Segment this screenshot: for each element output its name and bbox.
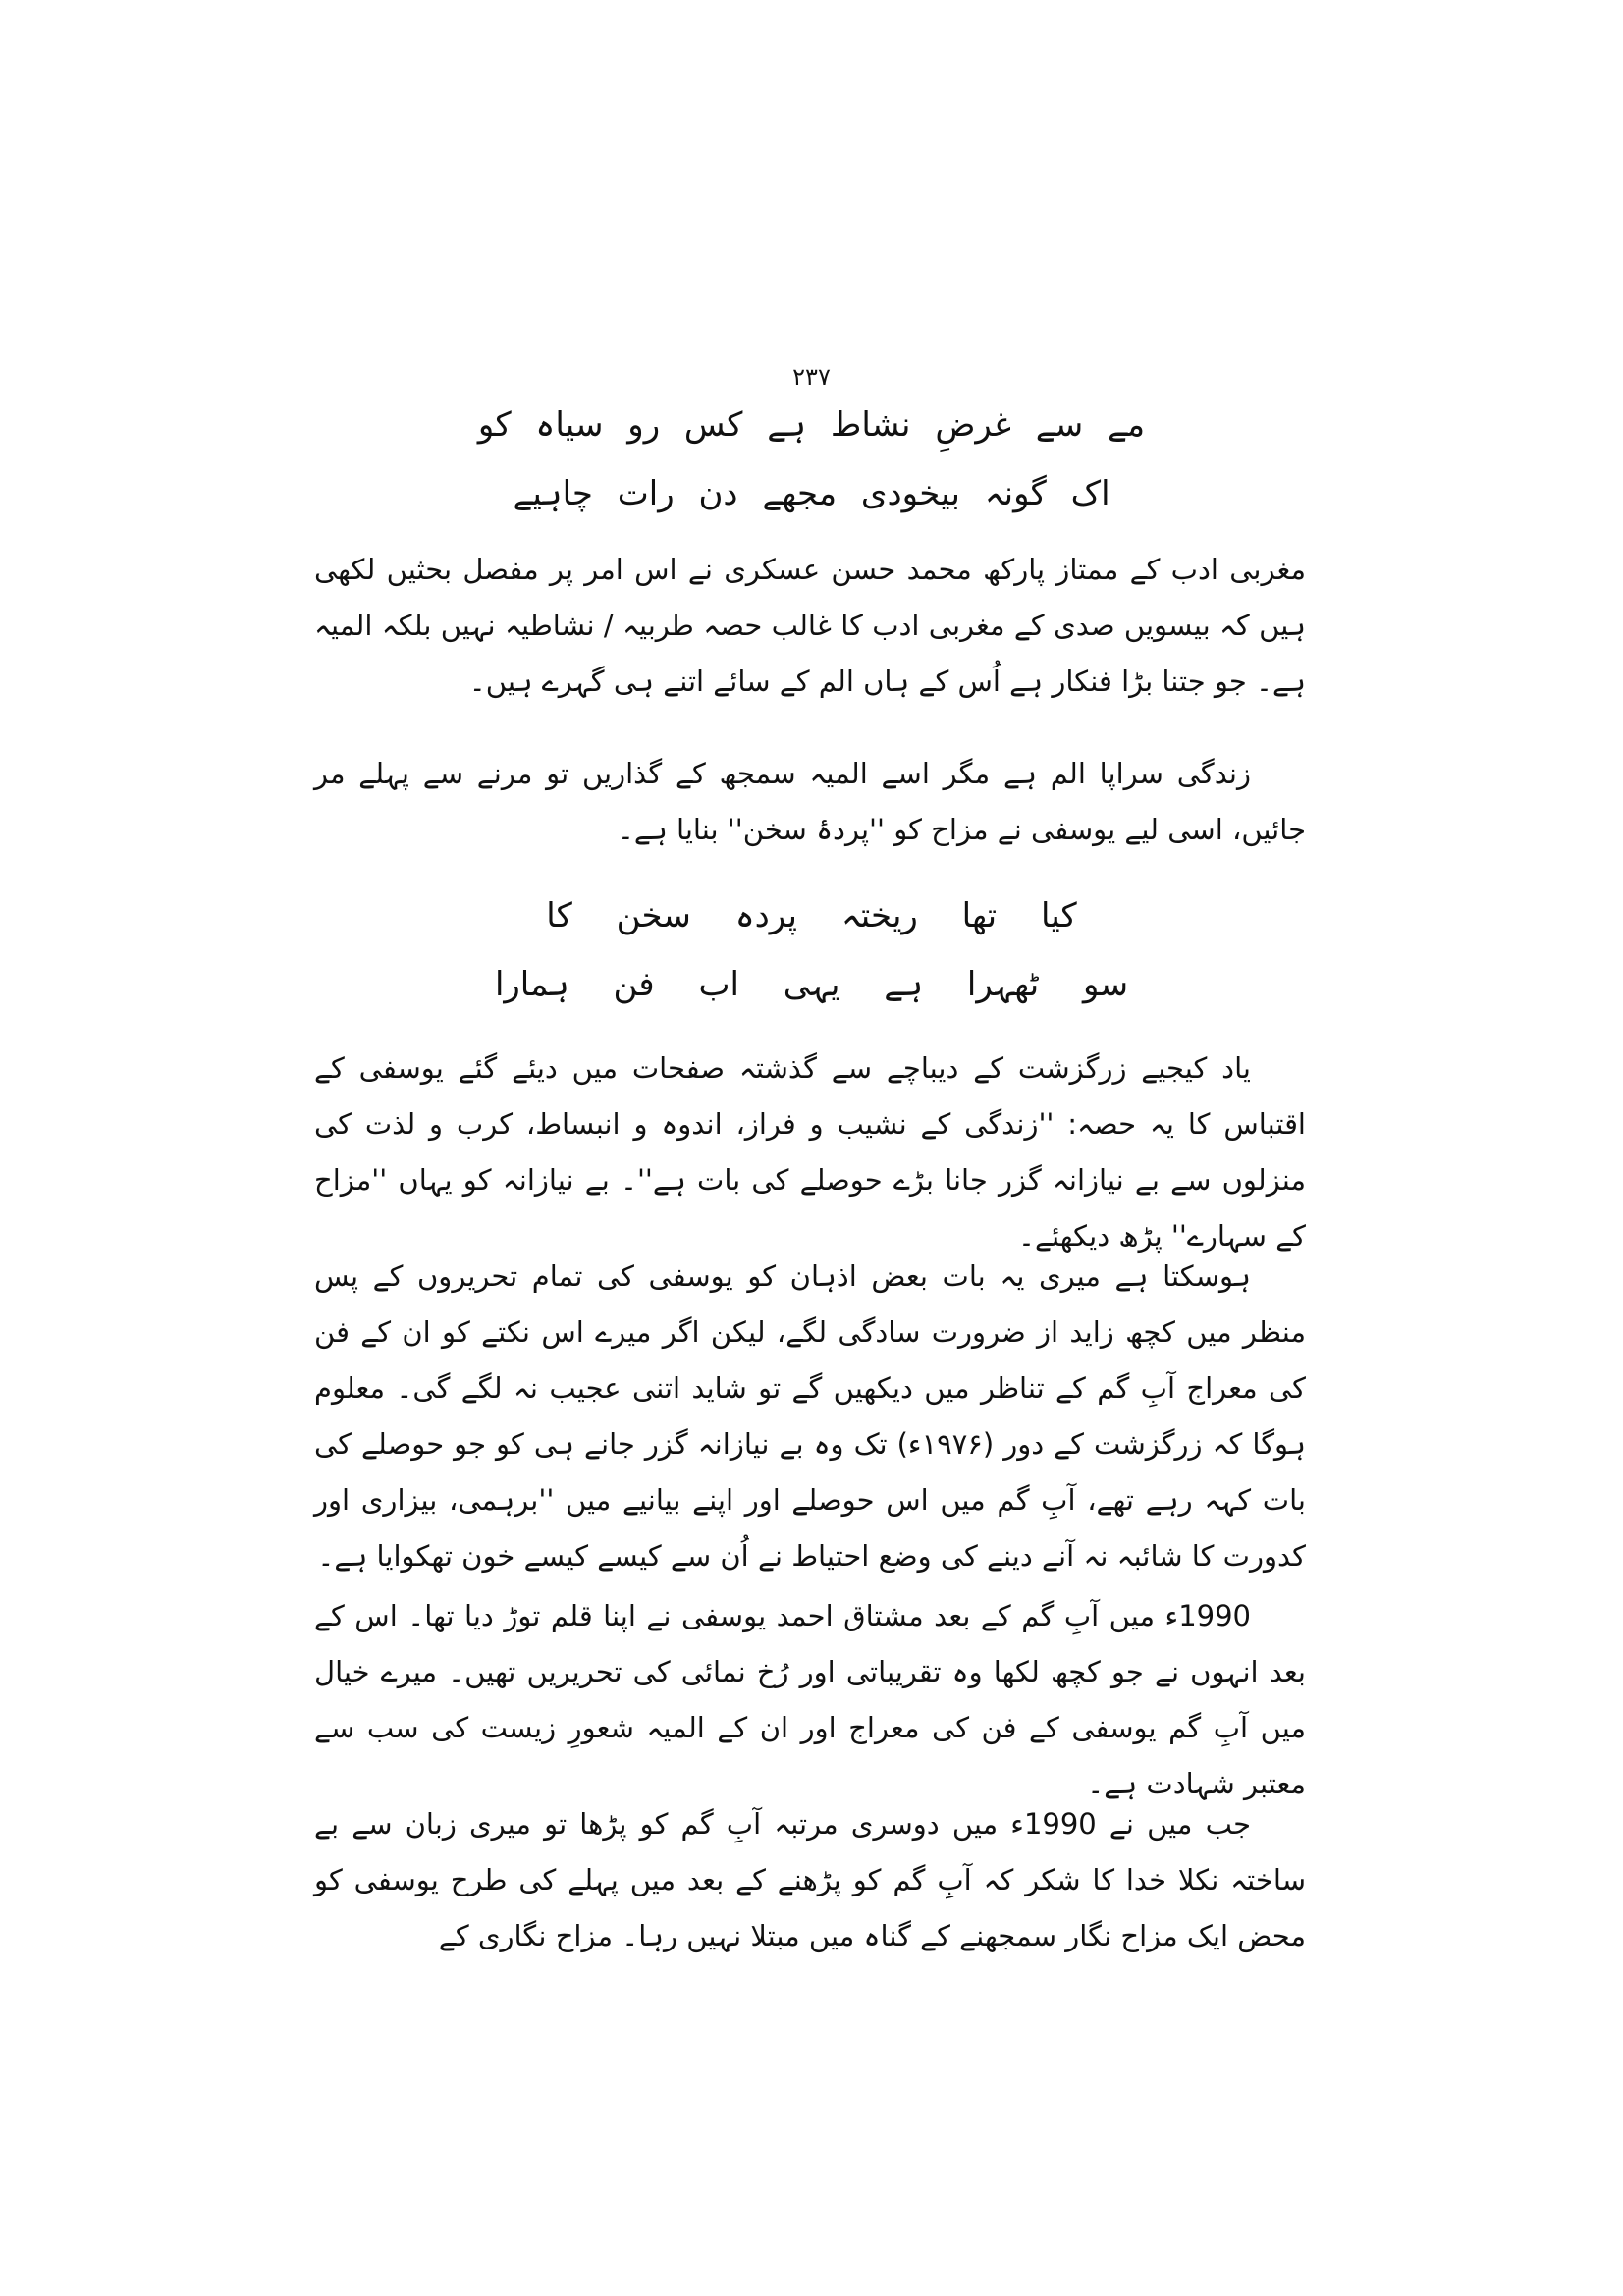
verse-1-line-1: مے سے غرضِ نشاط ہے کس رو سیاہ کو <box>477 405 1146 445</box>
paragraph-2: زندگی سراپا الم ہے مگر اسے المیہ سمجھ کے گذاریں تو مرنے سے پہلے مر جائیں، اسی لیے یوسفی نے مزاح کو ''پردۂ سخن'' بنایا ہے۔ <box>314 757 1306 846</box>
verse-2-line-1: کیا تھا ریختہ پردہ سخن کا <box>546 896 1077 935</box>
paragraph-6: جب میں نے 1990ء میں دوسری مرتبہ آبِ گم کو پڑھا تو میری زبان سے بے ساختہ نکلا خدا کا شکر کہ آبِ گم کو پڑھنے کے بعد میں پہلے کی طرح یوسفی کو محض ایک مزاح نگار سمجھنے کے گناہ میں مبتلا نہیں رہا۔ مزاح نگاری کے <box>314 1807 1306 1952</box>
verse-2-line-2: سو ٹھہرا ہے یہی اب فن ہمارا <box>494 965 1129 1004</box>
paragraph-4: ہوسکتا ہے میری یہ بات بعض اذہان کو یوسفی کی تمام تحریروں کے پس منظر میں کچھ زاید از ضرورت سادگی لگے، لیکن اگر میرے اس نکتے کو ان کے فن کی معراج آبِ گم کے تناظر میں دیکھیں گے تو شاید اتنی عجیب نہ لگے گی۔ معلوم ہوگا کہ زرگزشت کے دور (۱۹۷۶ء) تک وہ بے نیازانہ گزر جانے ہی کو جو حوصلے کی بات کہہ رہے تھے، آبِ گم میں اس حوصلے اور اپنے بیانیے میں ''برہمی، بیزاری اور کدورت کا شائبہ نہ آنے دینے کی وضع احتیاط نے اُن سے کیسے کیسے خون تھکوایا ہے۔ <box>314 1259 1306 1573</box>
page-number: ۲۳۷ <box>792 363 831 391</box>
verse-1-line-2: اک گونہ بیخودی مجھے دن رات چاہیے <box>513 474 1110 513</box>
paragraph-5: 1990ء میں آبِ گم کے بعد مشتاق احمد یوسفی نے اپنا قلم توڑ دیا تھا۔ اس کے بعد انہوں نے جو کچھ لکھا وہ تقریباتی اور رُخ نمائی کی تحریریں تھیں۔ میرے خیال میں آبِ گم یوسفی کے فن کی معراج اور ان کے المیہ شعورِ زیست کی سب سے معتبر شہادت ہے۔ <box>314 1599 1306 1800</box>
paragraph-3: یاد کیجیے زرگزشت کے دیباچے سے گذشتہ صفحات میں دیئے گئے یوسفی کے اقتباس کا یہ حصہ: ''زندگی کے نشیب و فراز، اندوہ و انبساط، کرب و لذت کی منزلوں سے بے نیازانہ گزر جانا بڑے حوصلے کی بات ہے''۔ بے نیازانہ کو یہاں ''مزاح کے سہارے'' پڑھ دیکھئے۔ <box>314 1051 1306 1253</box>
paragraph-1: مغربی ادب کے ممتاز پارکھ محمد حسن عسکری نے اس امر پر مفصل بحثیں لکھی ہیں کہ بیسویں صدی کے مغربی ادب کا غالب حصہ طربیہ / نشاطیہ نہیں بلکہ المیہ ہے۔ جو جتنا بڑا فنکار ہے اُس کے ہاں الم کے سائے اتنے ہی گہرے ہیں۔ <box>314 553 1306 698</box>
